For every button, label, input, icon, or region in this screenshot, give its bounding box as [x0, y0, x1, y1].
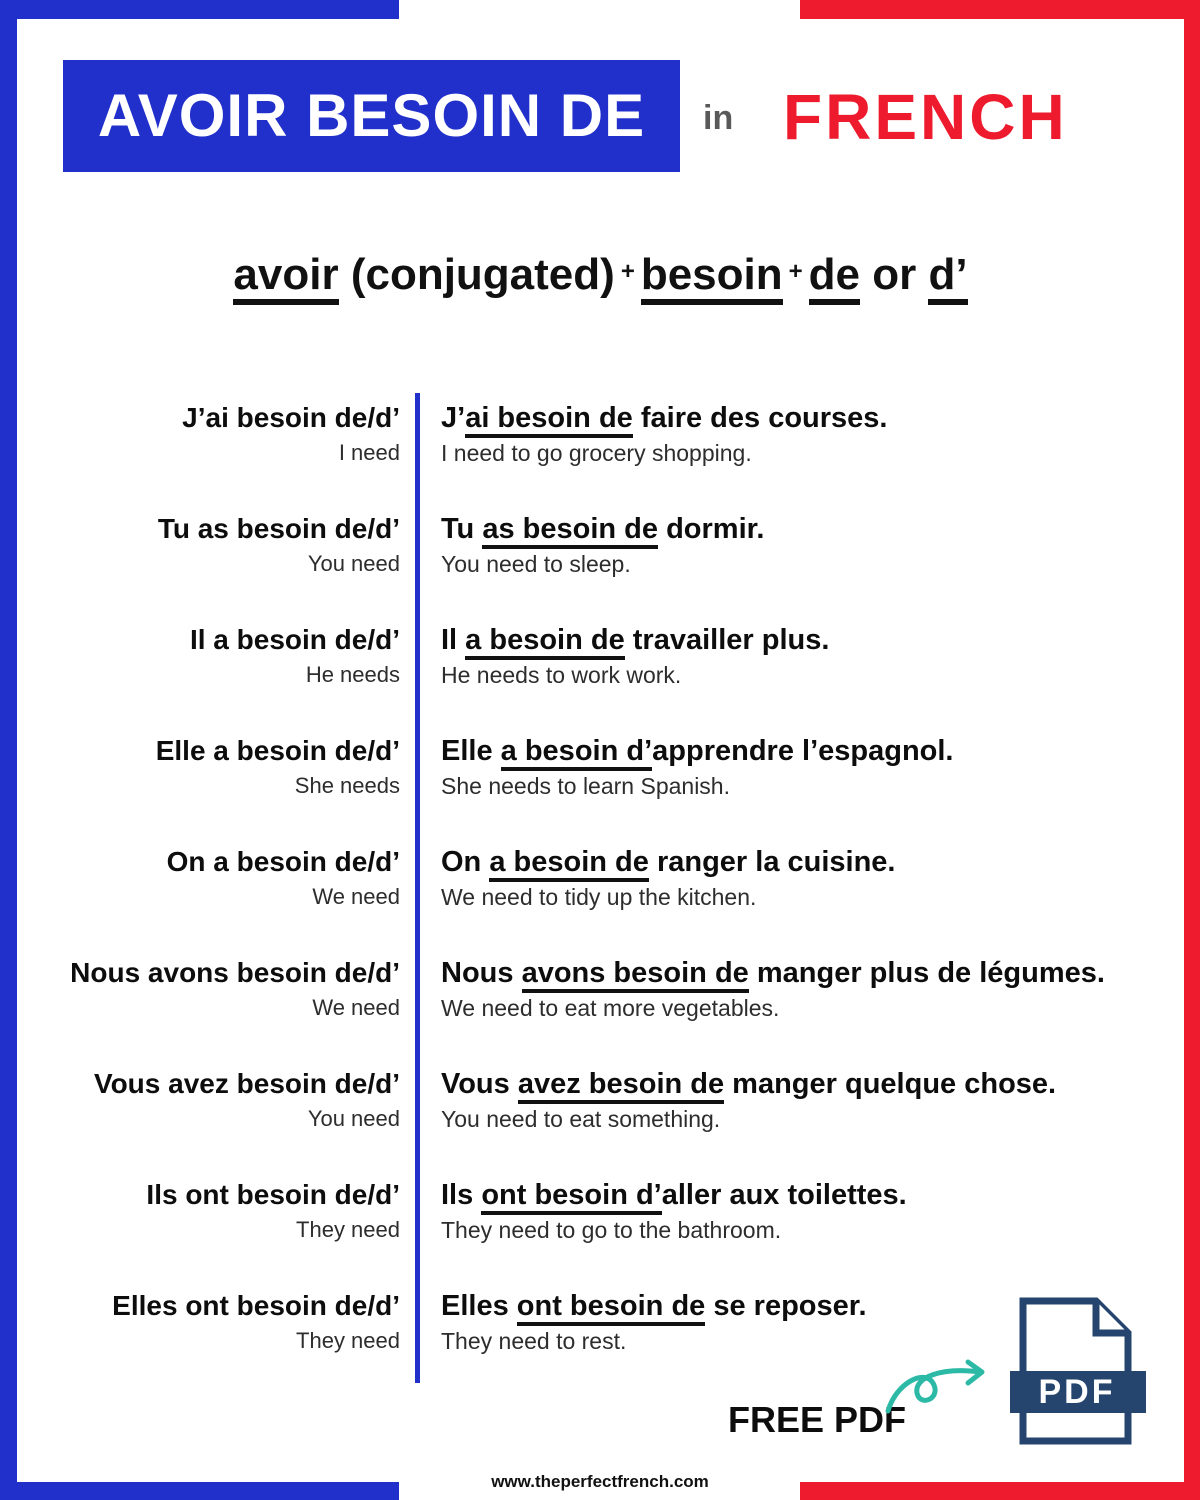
conjugation-en: They need — [296, 1217, 400, 1242]
example-en: We need to tidy up the kitchen. — [441, 884, 757, 910]
table-row — [0, 844, 1160, 912]
conjugation-fr: Tu as besoin de/d’ — [157, 513, 400, 544]
example-fr: Vous avez besoin de manger quelque chose. — [441, 1066, 1160, 1102]
conjugation-cell — [0, 622, 400, 690]
formula-word-besoin: besoin — [641, 250, 783, 305]
conjugation-en: They need — [296, 1328, 400, 1353]
conjugation-fr: Nous avons besoin de/d’ — [70, 957, 400, 988]
example-en: He needs to work work. — [441, 662, 682, 688]
example-cell — [441, 733, 1160, 801]
conjugation-cell — [0, 1177, 400, 1245]
conjugation-en: I need — [338, 440, 400, 465]
pdf-file-icon — [1008, 1296, 1148, 1448]
example-cell — [441, 400, 1160, 468]
example-cell — [441, 955, 1160, 1023]
site-url: www.theperfectfrench.com — [491, 1472, 709, 1491]
plus-sign: + — [620, 258, 635, 285]
conjugation-cell — [0, 844, 400, 912]
formula-word-de: de — [809, 250, 860, 305]
example-en: They need to go to the bathroom. — [441, 1217, 782, 1243]
example-en: I need to go grocery shopping. — [441, 440, 752, 466]
conjugation-en: You need — [307, 1106, 400, 1131]
example-en: We need to eat more vegetables. — [441, 995, 780, 1021]
conjugation-en: She needs — [294, 773, 400, 798]
example-fr: Nous avons besoin de manger plus de légumes. — [441, 955, 1160, 991]
conjugation-fr: Vous avez besoin de/d’ — [93, 1068, 400, 1099]
example-fr: Il a besoin de travailler plus. — [441, 622, 1160, 658]
conjugation-table — [0, 400, 1160, 1399]
table-row — [0, 400, 1160, 468]
pdf-icon-label: PDF — [1038, 1373, 1116, 1411]
conjugation-fr: J’ai besoin de/d’ — [182, 402, 400, 433]
conjugation-en: You need — [307, 551, 400, 576]
example-fr: J’ai besoin de faire des courses. — [441, 400, 1160, 436]
table-row — [0, 511, 1160, 579]
conjugation-en: We need — [312, 884, 400, 909]
conjugation-fr: Il a besoin de/d’ — [189, 624, 400, 655]
formula-line — [17, 244, 1184, 303]
table-row — [0, 1177, 1160, 1245]
example-cell — [441, 622, 1160, 690]
conjugation-cell — [0, 1288, 400, 1356]
curly-arrow-icon — [882, 1356, 1002, 1422]
example-fr: On a besoin de ranger la cuisine. — [441, 844, 1160, 880]
conjugation-fr: Ils ont besoin de/d’ — [146, 1179, 400, 1210]
example-cell — [441, 1177, 1160, 1245]
conjugation-cell — [0, 511, 400, 579]
example-en: You need to sleep. — [441, 551, 631, 577]
title-box — [63, 60, 680, 172]
plus-sign: + — [788, 258, 803, 285]
conjugation-en: We need — [312, 995, 400, 1020]
table-row — [0, 1288, 1160, 1356]
example-fr: Tu as besoin de dormir. — [441, 511, 1160, 547]
frame-right-red-bar — [1184, 0, 1200, 1500]
table-row — [0, 955, 1160, 1023]
header-language: FRENCH — [783, 81, 1068, 153]
example-en: She needs to learn Spanish. — [441, 773, 730, 799]
example-fr: Elles ont besoin de se reposer. — [441, 1288, 1160, 1324]
frame-top-red-bar — [800, 0, 1200, 19]
table-row — [0, 733, 1160, 801]
conjugation-cell — [0, 955, 400, 1023]
conjugation-cell — [0, 733, 400, 801]
example-fr: Elle a besoin d’apprendre l’espagnol. — [441, 733, 1160, 769]
example-fr: Ils ont besoin d’aller aux toilettes. — [441, 1177, 1160, 1213]
example-cell — [441, 844, 1160, 912]
page-title: AVOIR BESOIN DE — [97, 82, 646, 149]
conjugation-cell — [0, 400, 400, 468]
conjugation-fr: Elle a besoin de/d’ — [155, 735, 400, 766]
formula-conjugated: (conjugated) — [350, 250, 615, 299]
example-en: You need to eat something. — [441, 1106, 721, 1132]
formula-word-d: d’ — [928, 250, 967, 305]
conjugation-en: He needs — [305, 662, 400, 687]
conjugation-fr: On a besoin de/d’ — [166, 846, 400, 877]
table-row — [0, 622, 1160, 690]
example-en: They need to rest. — [441, 1328, 627, 1354]
free-pdf-label: FREE PDF — [728, 1399, 907, 1440]
conjugation-fr: Elles ont besoin de/d’ — [112, 1290, 400, 1321]
formula-or: or — [872, 250, 917, 299]
formula-word-avoir: avoir — [233, 250, 338, 305]
header-connector: in — [703, 99, 734, 137]
frame-top-blue-bar — [0, 0, 399, 19]
conjugation-cell — [0, 1066, 400, 1134]
example-cell — [441, 511, 1160, 579]
table-row — [0, 1066, 1160, 1134]
example-cell — [441, 1066, 1160, 1134]
